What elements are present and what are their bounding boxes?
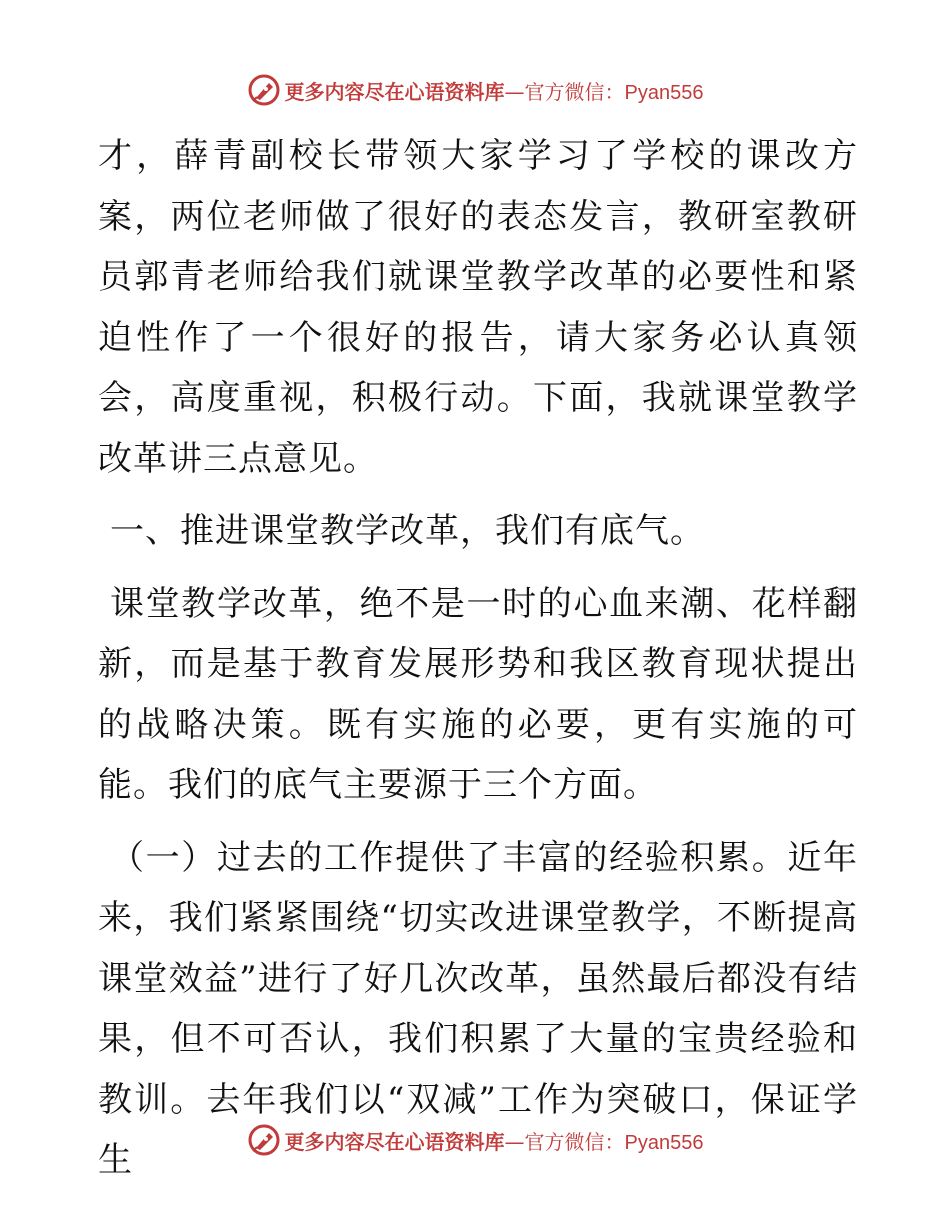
section-heading: 一、推进课堂教学改革，我们有底气。 bbox=[110, 511, 705, 551]
document-body bbox=[98, 126, 858, 1191]
watermark-separator: — bbox=[504, 79, 525, 104]
watermark-wechat-label: 官方微信： bbox=[524, 79, 625, 104]
paragraph: 才，薛青副校长带领大家学习了学校的课改方案，两位老师做了很好的表态发言，教研室教研员郭青老师给我们就课堂教学改革的必要性和紧迫性作了一个很好的报告，请大家务必认真领会，高度重视，积极行动。下面，我就课堂教学改革讲三点意见。 bbox=[98, 136, 858, 479]
watermark-text bbox=[285, 1126, 704, 1155]
watermark-text bbox=[285, 76, 704, 105]
pen-nib-circle-icon bbox=[247, 73, 281, 107]
watermark-wechat-label: 官方微信： bbox=[524, 1129, 625, 1154]
pen-nib-circle-icon bbox=[247, 1123, 281, 1157]
watermark-brand: 更多内容尽在心语资料库 bbox=[284, 79, 505, 104]
watermark-brand: 更多内容尽在心语资料库 bbox=[284, 1129, 505, 1154]
header-watermark bbox=[0, 70, 950, 110]
watermark-separator: — bbox=[504, 1129, 525, 1154]
watermark-wechat-id: Pyan556 bbox=[624, 81, 704, 104]
paragraph: 课堂教学改革，绝不是一时的心血来潮、花样翻新，而是基于教育发展形势和我区教育现状提出的战略决策。既有实施的必要，更有实施的可能。我们的底气主要源于三个方面。 bbox=[98, 583, 858, 805]
footer-watermark bbox=[0, 1120, 950, 1160]
paragraph: （一）过去的工作提供了丰富的经验积累。近年来，我们紧紧围绕“切实改进课堂教学，不断提高课堂效益”进行了好几次改革，虽然最后都没有结果，但不可否认，我们积累了大量的宝贵经验和教训。去年我们以“双减”工作为突破口，保证学生 bbox=[98, 837, 858, 1180]
watermark-wechat-id: Pyan556 bbox=[624, 1131, 704, 1154]
